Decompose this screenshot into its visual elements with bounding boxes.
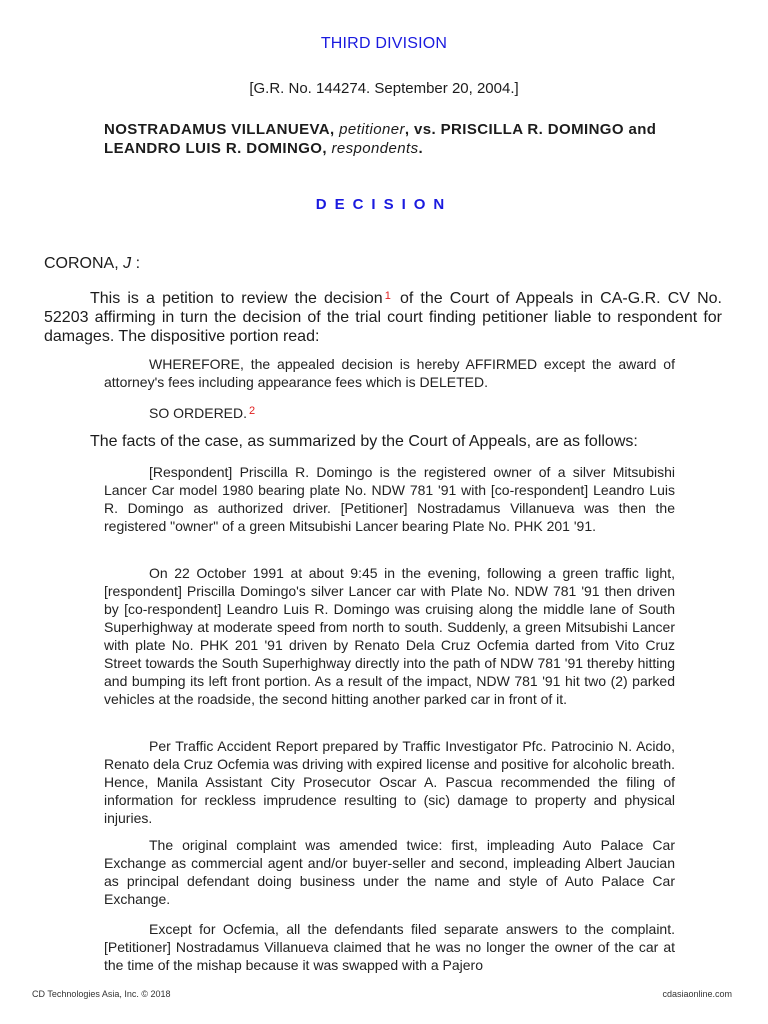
footer-copyright: CD Technologies Asia, Inc. © 2018: [32, 989, 171, 999]
quoted-dispositive: [104, 355, 675, 391]
quote-text: The original complaint was amended twice: first, impleading Auto Palace Car Exchange as commercial agent and/or buyer-seller and second, impleading Albert Jaucian as principal defendant doing business under the name and style of Auto Palace Car Exchange.: [104, 837, 675, 907]
quote-text: Per Traffic Accident Report prepared by Traffic Investigator Pfc. Patrocinio N. Acido, Renato dela Cruz Ocfemia was driving with expired license and positive for alcoholic breath. Hence, Manila Assistant City Prosecutor Oscar A. Pascua recommended the filing of information for reckless imprudence resulting to (sic) damage to property and physical injuries.: [104, 738, 675, 826]
decision-heading: DECISION: [315, 196, 453, 213]
quote-text: [Respondent] Priscilla R. Domingo is the registered owner of a silver Mitsubishi Lancer Car model 1980 bearing plate No. NDW 781 '91 with [co-respondent] Leandro Luis R. Domingo as authorized driver. [Petitioner] Nostradamus Villanueva was then the registered "owner" of a green Mitsubishi Lancer bearing Plate No. PHK 201 '91.: [104, 464, 675, 534]
ponente-colon: :: [131, 255, 141, 272]
quoted-facts-5: [104, 920, 675, 974]
ponente-name: CORONA,: [44, 255, 119, 272]
quoted-facts-4: [104, 836, 675, 908]
body-paragraph-1: [44, 287, 722, 346]
paragraph-text: of the Court of Appeals in CA-G.R. CV No. 52203 affirming in turn the decision of the trial court finding petitioner liable to respondent for damages. The dispositive portion read:: [44, 290, 722, 345]
footnote-link-1[interactable]: 1: [384, 290, 391, 302]
quoted-facts-2: [104, 564, 675, 708]
respondents-names: PRISCILLA R. DOMINGO and LEANDRO LUIS R. DOMINGO,: [104, 121, 657, 157]
ponente-line: [44, 255, 140, 273]
division-heading: THIRD DIVISION: [320, 35, 448, 52]
quoted-so-ordered: [104, 402, 675, 422]
footer-site-link[interactable]: cdasiaonline.com: [662, 989, 732, 999]
quote-text: WHEREFORE, the appealed decision is hereby AFFIRMED except the award of attorney's fees including appearance fees which is DELETED.: [104, 356, 675, 390]
quote-text: SO ORDERED.: [149, 405, 248, 421]
versus-label: , vs.: [404, 121, 437, 138]
paragraph-text: This is a petition to review the decision: [90, 290, 383, 307]
case-parties: NOSTRADAMUS VILLANUEVA, petitioner, vs. PRISCILLA R. DOMINGO and LEANDRO LUIS R. DOMINGO, respondents.: [104, 121, 657, 157]
footnote-link-2[interactable]: 2: [249, 405, 256, 417]
ponente-title: J: [123, 255, 132, 272]
body-paragraph-2: [44, 432, 722, 451]
quoted-facts-3: [104, 737, 675, 827]
quote-text: Except for Ocfemia, all the defendants filed separate answers to the complaint. [Petitioner] Nostradamus Villanueva claimed that he was no longer the owner of the car at the time of the mishap because it was swapped with a Pajero: [104, 921, 675, 973]
quoted-facts-1: [104, 463, 675, 535]
quote-text: On 22 October 1991 at about 9:45 in the evening, following a green traffic light, [respondent] Priscilla Domingo's silver Lancer car with Plate No. NDW 781 '91 then driven by [co-respondent] Leandro Luis R. Domingo was cruising along the middle lane of South Superhighway at moderate speed from north to south. Suddenly, a green Mitsubishi Lancer with plate No. PHK 201 '91 driven by Renato Dela Cruz Ocfemia darted from Vito Cruz Street towards the South Superhighway directly into the path of NDW 781 '91 thereby hitting and bumping its left front portion. As a result of the impact, NDW 781 '91 hit two (2) parked vehicles at the roadside, the second hitting another parked car in front of it.: [104, 565, 675, 707]
petitioner-role: petitioner: [339, 121, 405, 138]
paragraph-text: The facts of the case, as summarized by the Court of Appeals, are as follows:: [90, 433, 638, 450]
petitioner-name: NOSTRADAMUS VILLANUEVA,: [104, 121, 335, 138]
respondents-role: respondents: [331, 140, 419, 157]
case-number: [G.R. No. 144274. September 20, 2004.]: [249, 80, 519, 97]
